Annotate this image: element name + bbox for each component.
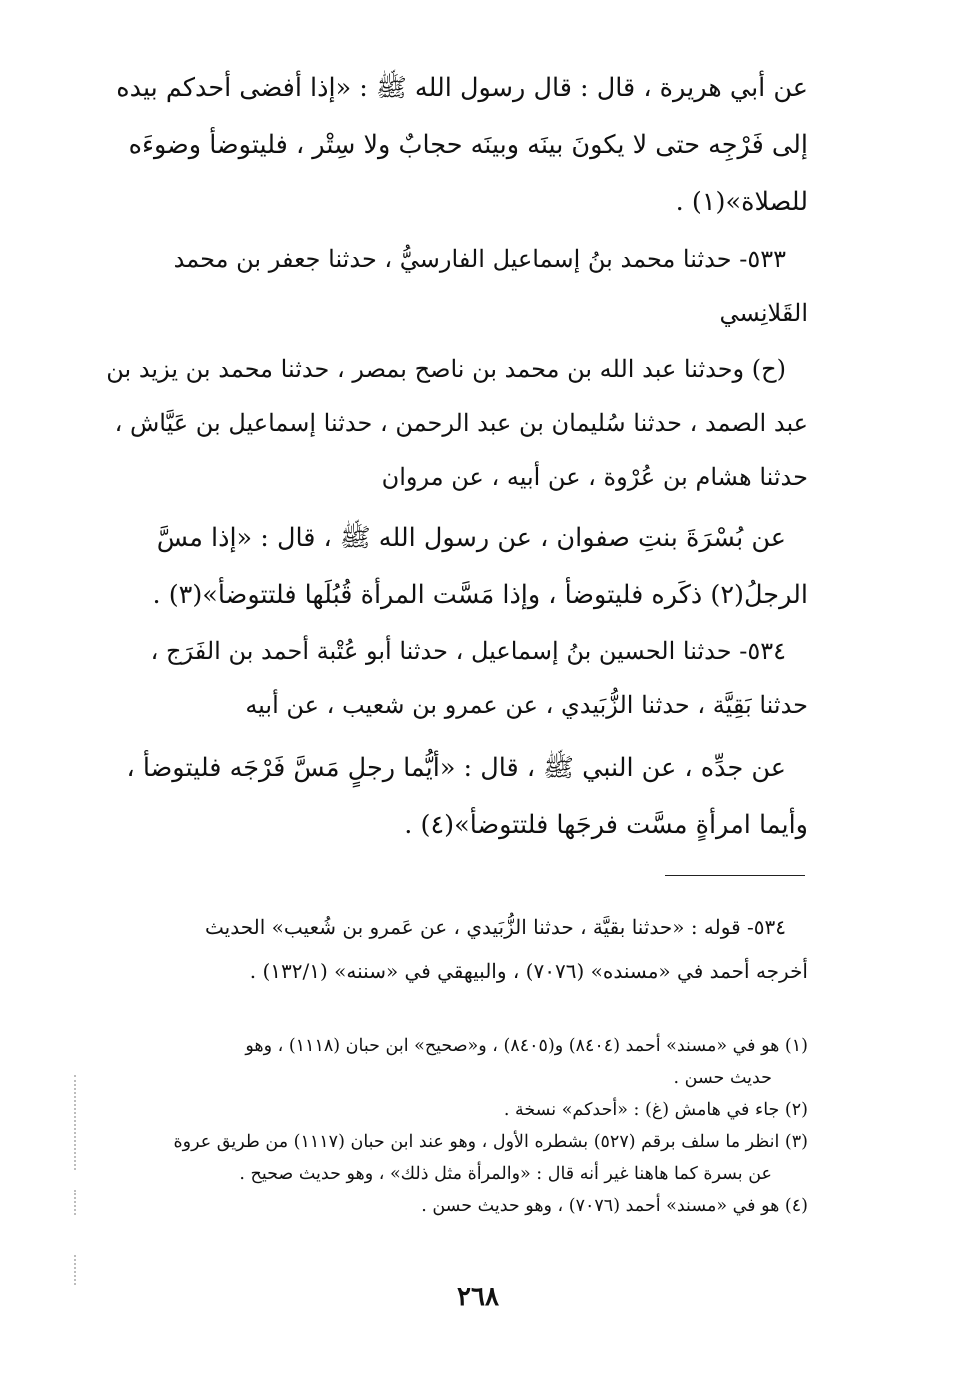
footnote-1 [105,1030,808,1094]
hadith-text-continuation [105,60,808,231]
isnad-534 [105,624,808,732]
text-line: حديث حسن . [673,1068,772,1088]
text-line: ٥٣٣- حدثنا محمد بنُ إسماعيل الفارسيُّ ، حدثنا جعفر بن محمد [173,245,786,273]
footnote-2 [105,1094,808,1126]
isnad-533-second-chain [105,342,808,504]
text-line: حدثنا بَقِيَّة ، حدثنا الزُّبَيدي ، عن عمرو بن شعيب ، عن أبيه [245,691,808,719]
text-line: (٢) جاء في هامش (غ) : «أحدكم» نسخة . [503,1100,808,1120]
text-line: ٥٣٤- حدثنا الحسين بنُ إسماعيل ، حدثنا أبو عُتْبة أحمد بن الفَرَج ، [150,637,786,665]
text-line: عبد الصمد ، حدثنا سُليمان بن عبد الرحمن ، حدثنا إسماعيل بن عَيَّاش ، [114,409,808,437]
text-line: عن بسرة كما هاهنا غير أنه قال : «والمرأة مثل ذلك» ، وهو حديث صحيح . [239,1164,772,1184]
text-line: (ح) وحدثنا عبد الله بن محمد بن ناصح بمصر ، حدثنا محمد بن يزيد بن [106,355,786,383]
commentary-note-534 [105,905,808,993]
text-line: ٥٣٤- قوله : «حدثنا بقيَّة ، حدثنا الزُّبَيدي ، عن عَمرو بن شُعيب» الحديث [205,915,786,939]
text-line: أخرجه أحمد في «مسنده» (٧٠٧٦) ، والبيهقي في «سننه» (١٣٢/١) . [249,959,808,983]
footnote-3 [105,1126,808,1190]
text-line: (٣) انظر ما سلف برقم (٥٢٧) بشطره الأول ، وهو عند ابن حبان (١١١٧) من طريق عروة [173,1132,808,1152]
scan-edge-mark [74,1255,78,1285]
text-line: الرجلُ(٢) ذكَره فليتوضأ ، وإذا مَسَّت المرأة قُبُلَها فلتتوضأ»(٣) . [152,580,808,610]
text-line: للصلاة»(١) . [675,187,808,217]
hadith-533-text [105,510,808,624]
text-line: القَلانِسي [719,299,808,327]
footnote-4 [105,1190,808,1222]
text-line: عن بُسْرَةَ بنتِ صفوان ، عن رسول الله ﷺ ، قال : «إذا مسَّ [156,523,786,553]
page-number: ٢٦٨ [457,1282,499,1312]
text-line: (١) هو في «مسند» أحمد (٨٤٠٤) و(٨٤٠٥) ، و«صحيح» ابن حبان (١١١٨) ، وهو [245,1036,808,1056]
scan-edge-mark [74,1190,78,1215]
separator-line [665,875,805,876]
text-line: (٤) هو في «مسند» أحمد (٧٠٧٦) ، وهو حديث حسن . [421,1196,808,1216]
footnotes [105,1030,808,1222]
isnad-533 [105,232,808,340]
hadith-534-text [105,740,808,854]
text-line: إلى فَرْجِه حتى لا يكونَ بينَه وبينَه حجابٌ ولا سِتْر ، فليتوضأ وضوءَه [128,130,808,160]
text-line: حدثنا هشام بن عُرْوة ، عن أبيه ، عن مروان [381,463,808,491]
scan-edge-mark [74,1075,78,1170]
text-line: وأيما امرأةٍ مسَّت فرجَها فلتتوضأ»(٤) . [404,810,808,840]
text-line: عن جدِّه ، عن النبي ﷺ ، قال : «أيُّما رجلٍ مَسَّ فَرْجَه فليتوضأ ، [126,753,786,783]
text-line: عن أبي هريرة ، قال : قال رسول الله ﷺ : «إذا أفضى أحدكم بيده [116,73,808,103]
